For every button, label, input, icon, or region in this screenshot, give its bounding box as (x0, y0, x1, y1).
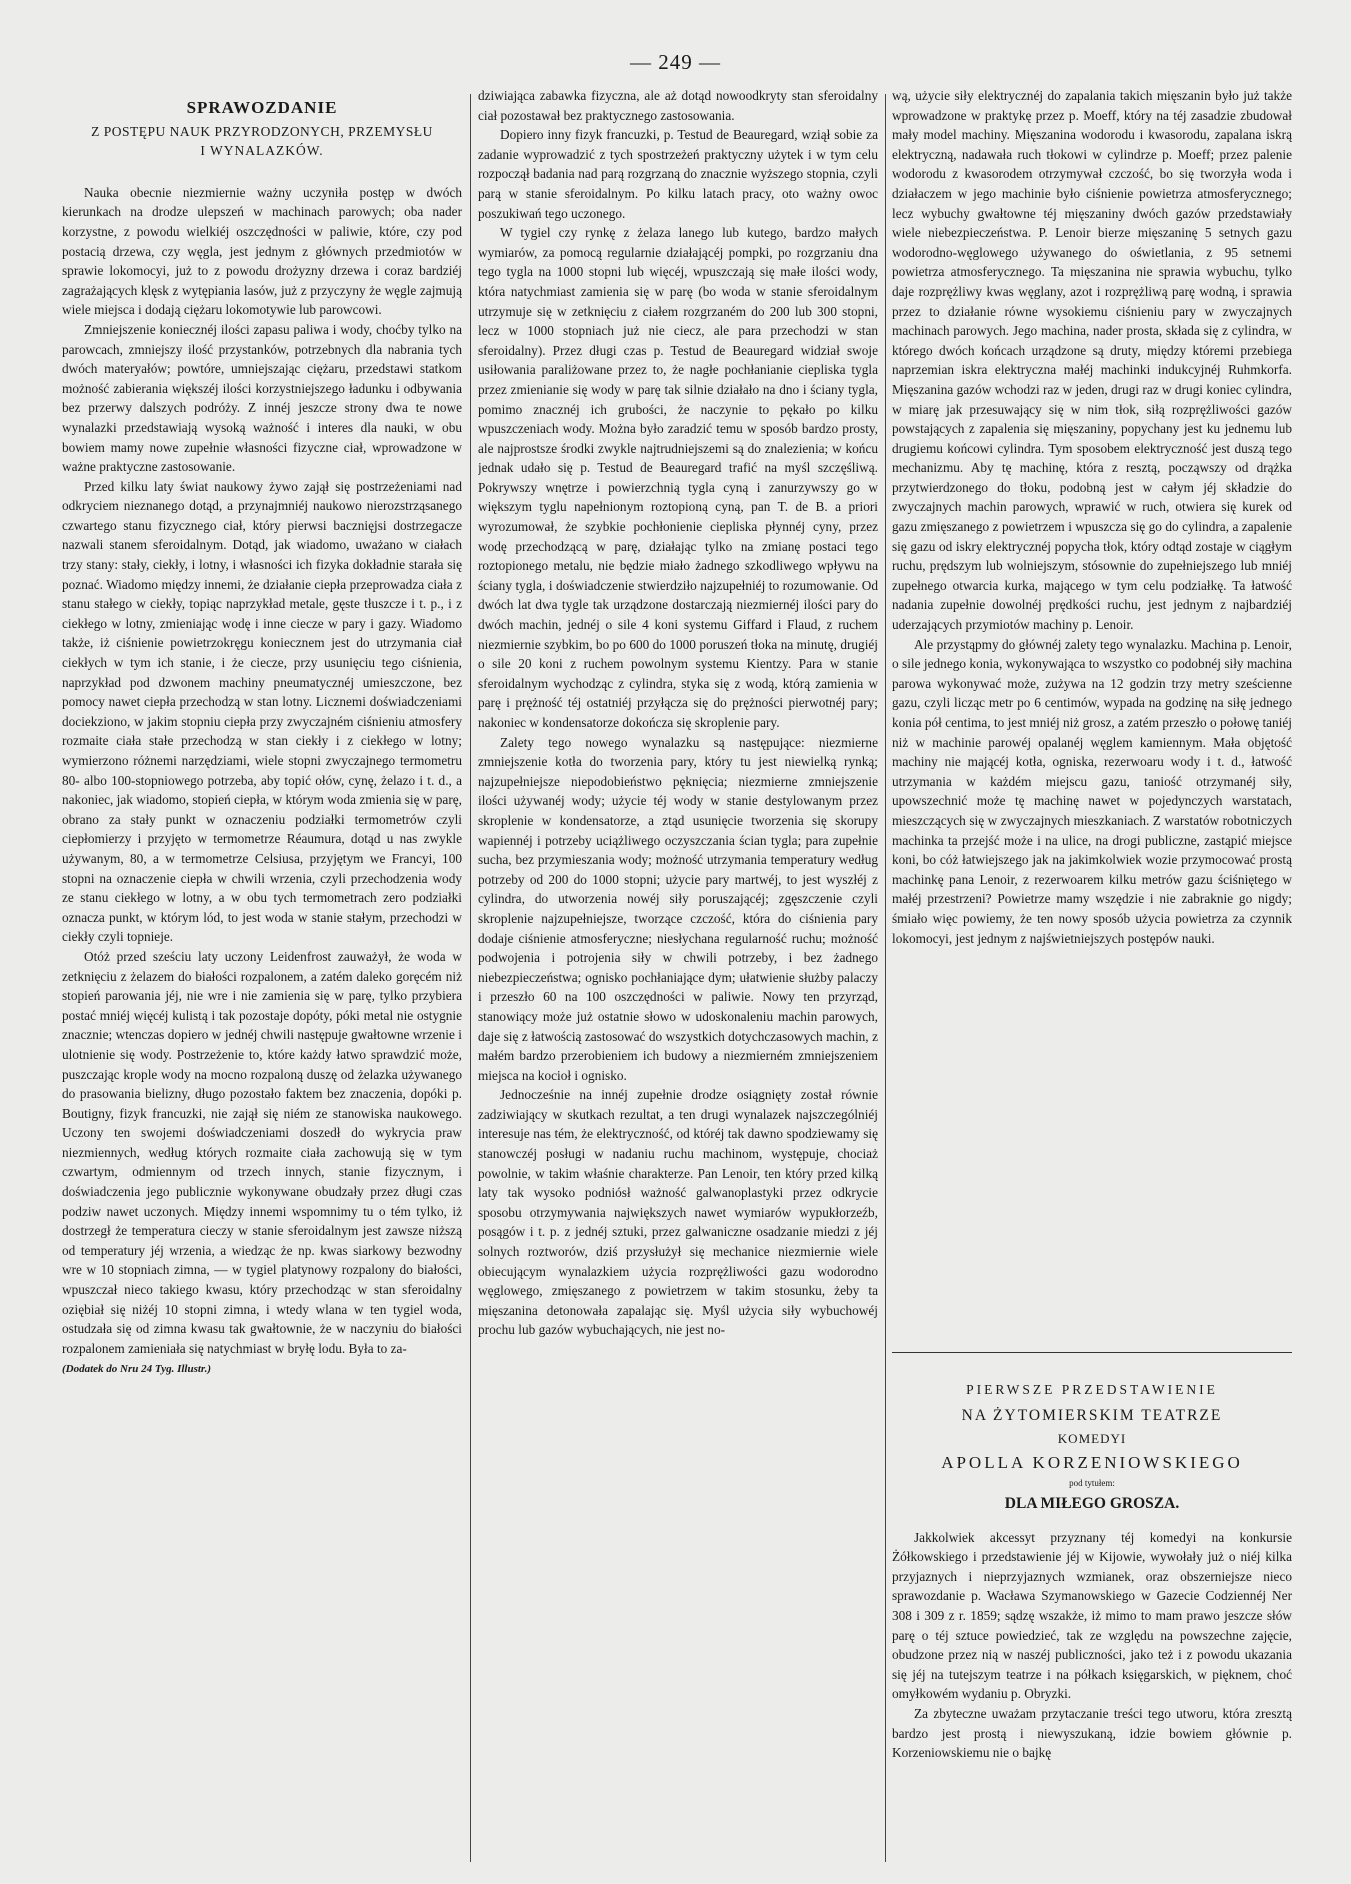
paragraph: Nauka obecnie niezmiernie ważny uczyniła postęp w dwóch kierunkach na drodze ulepszeń w machinach parowych; oba nader korzystne, z powodu wielkiéj oszczędności w paliwie, które, czy pod postacią drzewa, czy węgla, jest jednym z głównych przedmiotów w sprawie lokomocyi, już to z powodu drożyzny drzewa i coraz bardziéj zagrażających klęsk z wytępiania lasów, już z przyczyny że węgle zajmują wiele miejsca i dodają ciężaru lokomotywie lub parowcowi. (62, 184, 462, 318)
paragraph: Zmniejszenie koniecznéj ilości zapasu paliwa i wody, choćby tylko na parowcach, zmniejszy ilość przystanków, potrzebnych dla nabrania tych dwóch materyałów; powtóre, umniejszając ciężaru, przedstawi statkom możność zabierania większéj ilości korzystniejszego ładunku i odbywania bez przerwy dalszych podróży. Z innéj jeszcze strony dwa te nowe wynalazki przedstawiają wysoką ważność i interes dla nauki, w obu bowiem mamy nowe zupełnie własności fizyczne ciał, wprowadzone w ważne praktyczne zastosowanie. (62, 321, 462, 475)
paragraph: Zalety tego nowego wynalazku są następujące: niezmierne zmniejszenie kotła do tworzenia pary, który tu jest niewielką rynką; najzupełniejsze niepodobieństwo pęknięcia; niezmierne zmniejszenie ilości używanéj wody; użycie téj wody w stanie destylowanym przez skroplenie w kondensatorze, a ztąd usunięcie tworzenia się skorupy wapiennéj i potrzeby uciążliwego oczyszczania ścian tygla; para zupełnie sucha, bez przymieszania wody; możność utrzymania temperatury według potrzeby od 200 do 1000 stopni; użycie pary martwéj, to jest wyszłéj z cylindra, do utworzenia nowéj siły poruszającéj; zgęszczenie czyli skroplenie najzupełniejsze, tworzące czczość, która do ciśnienia pary dodaje ciśnienie atmosferyczne; niesłychana regularność ruchu; możność podwojenia i potrojenia siły w chwili potrzeby, i bez żadnego niebezpieczeństwa; ognisko pochłaniające dym; ułatwienie służby palaczy i przeszło 60 na 100 oszczędności w paliwie. Nowy ten przyrząd, stanowiący może już ostatnie słowo w udoskonaleniu machin parowych, daje się z łatwością zastosować do wszystkich dotychczasowych machin, z małém bardzo przerobieniem ich budowy a niezmierném zmniejszeniem miejsca na kocioł i ognisko. (478, 734, 878, 1083)
review-heading: KOMEDYI (1057, 1431, 1127, 1447)
report-column-2 (478, 86, 878, 1864)
review-subheading: pod tytułem: (1069, 1478, 1115, 1489)
paragraph: Ale przystąpmy do głównéj zalety tego wynalazku. Machina p. Lenoir, o sile jednego konia, wykonywająca to wszystko co podobnéj siły machina parowa wykonywać może, zużywa na 12 godzin trzy metry sześcienne gazu, czyli licząc metr po 6 centimów, wypada na godzinę na siłę jednego konia pół centima, to jest mniéj niż grosz, a zatém przeszło o połowę taniéj niż w machinie parowéj opalanéj węglem kamiennym. Mała objętość machiny nie mającéj kotła, ogniska, rezerwoaru wody i t. d., łatwość utrzymania w każdém miejscu gazu, taniość otrzymanéj siły, upowszechnić może tę machinę nawet w pojedynczych warstatach, mieszczących się w zwyczajnych mieszkaniach. Z warstatów robotniczych machinka ta przejść może i na ulice, na drogi publiczne, zastąpić miejsce koni, bo cóż łatwiejszego jak na jakimkolwiek wozie przymocować prostą machinkę pana Lenoir, z rezerwoarem kilku metrów gazu ściśniętego w małéj przestrzeni? Powietrze mamy wszędzie i nie zabraknie go nigdy; śmiało więc powiemy, że ten nowy sposób użycia powietrza za czynnik lokomocyi, jest jednym z najświetniejszych postępów nauki. (892, 636, 1292, 946)
review-play-title: DLA MIŁEGO GROSZA. (1004, 1494, 1180, 1512)
report-subtitle: Z POSTĘPU NAUK PRZYRODZONYCH, PRZEMYSŁU (91, 123, 433, 139)
paragraph: Dopiero inny fizyk francuzki, p. Testud de Beauregard, wziął sobie za zadanie wyprowadzić z tych spostrzeżeń praktyczny użytek i w tym celu rozpoczął badania nad parą rozgrzaną do znacznie wyższego stopnia, czyli parą w stanie sferoidalnym. Po kilku latach pracy, oto ważny owoc poszukiwań tego uczonego. (478, 127, 878, 221)
page-number: — 249 — (630, 50, 721, 74)
paragraph: Jednocześnie na innéj zupełnie drodze osiągnięty został równie zadziwiający w skutkach rezultat, a ten drugi wynalazek najszczególniéj interesuje nas tém, że elektryczność, od któréj tak dawno spodziewamy się stanowczéj posługi w nadaniu ruchu machinom, występuje, chociaż powolnie, w takim właśnie charakterze. Pan Lenoir, ten który przed kilką laty tak wysoko podniósł ważność galwanoplastyki przez odkrycie sposobu otrzymywania największych nawet wymiarów wypukłorzeźb, posągów i t. p. z jednéj sztuki, przez galwaniczne osadzanie miedzi z jéj solnych roztworów, dziś przysłużył się mechanice niezmiernie wiele obiecującym wynalazkiem użycia rozprężliwości gazu wodorodno węglowego, zmięszanego z powietrzem w takim stosunku, żeby ta mięszanina detonowała zapalając się. Myśl użycia siły wybuchowéj prochu lub gazów wybuchających, nie jest no- (478, 1087, 878, 1338)
paragraph: wą, użycie siły elektrycznéj do zapalania takich mięszanin było już także wprowadzone w praktykę przez p. Moeff, który na téj zasadzie zbudował mały model machiny. Mięszanina wodorodu i kwasorodu, zapalana iskrą elektryczną, nadawała ruch tłokowi w cylindrze p. Moeff; przez palenie wodorodu z kwasorodem otrzymywał czczość, bo się tworzyła woda i działaczem w jego machinie było ciśnienie powietrza atmosferycznego; lecz wybuchy gwałtowne téj mięszaniny dwóch gazów przedstawiały wiele niebezpieczeństwa. P. Lenoir bierze mięszaninę 5 setnych gazu wodorodno-węglowego używanego do oświetlania, z 95 setnemi powietrza atmosferycznego. Ta mięszanina nie sprawia wybuchu, tylko daje rozprężliwy kwas węglany, azot i rozprężliwą parę wodną, i sprawia przez to działanie równe wysokiemu ciśnieniu pary w zwyczajnych machinach parowych. Jego machina, nader prosta, składa się z cylindra, w którego dwóch końcach urządzone są druty, między któremi przebiega naprzemian iskra elektryczna małéj machinki indukcyjnéj Ruhmkorfa. Mięszanina gazów wchodzi raz w jeden, drugi raz w drugi koniec cylindra, w miarę jak przesuwający się w nim tłok, siłą rozprężliwości gazów powstających z zapalenia się mięszaniny, popychany jest ku jednemu lub drugiemu końcowi cylindra. Tym sposobem elektryczność jest duszą tego mechanizmu. Aby tę machinę, która z resztą, począwszy od drążka przytwierdzonego do tłoku, podobną jest w całym jéj składzie do zwyczajnych machin parowych, wprawić w ruch, otwiera się kurek od gazu zmięszanego z powietrzem i wpuszcza się go do cylindra, a zapalenie się gazu od iskry elektrycznéj popycha tłok, który odtąd zostaje w ciągłym ruchu, prędszym lub wolniejszym, stósownie do zupełniejszego lub mniéj zupełnego otwarcia kurka, mającego w tym celu podziałkę. Ta łatwość nadania zupełnie dowolnéj prędkości ruchu, jest jednym z najbardziéj uderzających przymiotów machiny p. Lenoir. (892, 88, 1292, 633)
report-column-1 (62, 86, 462, 1864)
report-subtitle: I WYNALAZKÓW. (200, 143, 324, 159)
theatre-review (892, 1368, 1292, 1864)
paragraph: Otóż przed sześciu laty uczony Leidenfrost zauważył, że woda w zetknięciu z żelazem do białości rozpalonem, a zatém daleko goręcém niż stopień parowania jéj, nie wre i nie zamienia się w parę, tylko przybiera postać mniéj więcéj kulistą i tak pozostaje dopóty, póki metal nie ostygnie znacznie; wtenczas dopiero w jednéj chwili następuje gwałtowne wrzenie i ulotnienie się wody. Postrzeżenie to, które każdy łatwo sprawdzić może, puszczając krople wody na mocno rozpaloną duszę od żelazka używanego do prasowania bielizny, długo pozostało faktem bez znaczenia, dopóki p. Boutigny, fizyk francuzki, nie zajął się niém ze stanowiska naukowego. Uczony ten swojemi doświadczeniami doszedł do wykrycia praw niezmiennych, według których rozmaite ciała zachowują się w tym czwartym, odmiennym od trzech innych, stanie fizycznym, i doświadczenia jego publicznie wykonywane obudzały przez długi czas podziw nawet uczonych. Między innemi wspomnimy tu o tém tylko, iż dostrzegł że temperatura cieczy w stanie sferoidalnym jest zawsze niższą od temperatury jéj wrzenia, a wiedząc że np. kwas siarkowy bezwodny wre w 10 stopniach zimna, — w tygiel platynowy rozpalony do białości, wpuszczał nieco takiego kwasu, który przechodząc w stan sferoidalny oziębiał się niżéj 10 stopni zimna, i wtedy wlana w ten tygiel woda, ostudzała się od zimna kwasu tak gwałtownie, że w naczyniu do białości rozpalonem zamieniała się natychmiast w bryłę lodu. Była to za- (62, 948, 462, 1356)
report-column-3 (892, 86, 1292, 1346)
paragraph: Za zbyteczne uważam przytaczanie treści tego utworu, która zresztą bardzo jest prostą i niewyszukaną, idzie bowiem głównie p. Korzeniowskiemu nie o bajkę (892, 1705, 1292, 1761)
review-author: APOLLA KORZENIOWSKIEGO (941, 1452, 1243, 1472)
paragraph: Jakkolwiek akcessyt przyznany téj komedyi na konkursie Żółkowskiego i przedstawienie jéj w Kijowie, wywołały już o niéj kilka przyjaznych i nieprzyjaznych wzmianek, oraz obszerniejsze nieco sprawozdanie p. Wacława Szymanowskiego w Gazecie Codziennéj Ner 308 i 309 z r. 1859; sądzę wszakże, iż mimo to mam prawo jeszcze słów parę o téj sztuce powiedzieć, tak ze względu na powszechne zajęcie, obudzone przez nią w naszéj publiczności, jako też i z powodu ukazania się jéj na tutejszym teatrze i na półkach księgarskich, w pięknem, choć omyłkowém wydaniu p. Obryzki. (892, 1529, 1292, 1702)
review-heading: NA ŻYTOMIERSKIM TEATRZE (961, 1406, 1223, 1424)
review-heading: PIERWSZE PRZEDSTAWIENIE (966, 1382, 1218, 1397)
column-divider (885, 94, 886, 1862)
paragraph: W tygiel czy rynkę z żelaza lanego lub kutego, bardzo małych wymiarów, za pomocą regularnie działającéj pompki, po rozgrzaniu dna tego tygla na 1000 stopni lub więcéj, wpuszczają się małe ilości wody, która natychmiast zamienia się w parę (bo woda w stanie sferoidalnym utrzymuje się w zetknięciu z ciałem rozgrzaném do 200 lub 300 stopni, lecz w 1000 stopniach już nie ciecz, ale para przechodzi w stan sferoidalny). Przez długi czas p. Testud de Beauregard widział swoje usiłowania paraliżowane przez to, że nagłe pochłanianie ciepliska tygla przez zmienianie się wody w parę tak silnie działało na dno i ściany tygla, pomimo znacznéj ich grubości, że naczynie to pękało po kilku wpuszczeniach wody. Można było zaradzić temu w sposób bardzo prosty, ale najprostsze środki zwykle najtrudniejszemi są do znalezienia; w końcu jednak udało się p. Testud de Beauregard trafić na myśl szczęśliwą. Pokrywszy wnętrze i powierzchnią tygla cyną i zanurzywszy go w większym tyglu napełnionym roztopioną cyną, pan T. de B. a priori wyrozumował, że szybkie pochłonienie ciepliska płynnéj cyny, przez wodę przechodzącą w parę, działając tylko na zmianę postaci tego roztopionego metalu, nie będzie miało żadnego szkodliwego wpływu na ściany tygla, i doświadczenie stwierdziło najzupełniéj to rozumowanie. Od dwóch lat dwa tygle tak urządzone dostarczają niezmiernéj ilości pary do dwóch machin, jednéj o sile 4 koni systemu Giffard i Flaud, z ruchem niezmiernie szybkim, bo po 600 do 1000 poruszeń tłoka na minutę, drugiéj o sile 20 koni z ruchem powolnym systemu Kientzy. Para w stanie sferoidalnym wychodząc z cylindra, styka się z wodą, którą zamienia w parę i prężność téj ostatniéj przyłącza się do prężności pierwotnéj pary; nakoniec w kondensatorze dokończa się skroplenie pary. (478, 225, 878, 730)
section-divider (892, 1352, 1292, 1353)
paragraph: Przed kilku laty świat naukowy żywo zajął się postrzeżeniami nad odkryciem nieznanego dotąd, a przynajmniéj naukowo nierozstrząsanego czwartego stanu fizycznego ciał, który pierwsi bacznięjsi dostrzegacze nazwali stanem sferoidalnym. Dotąd, jak wiadomo, uważano w ciałach trzy stany: stały, ciekły, i lotny, i własności ich fizyka dokładnie starała się poznać. Wiadomo między innemi, że działanie ciepła przeprowadza ciała z stanu stałego w ciekły, topiąc naprzykład metale, gęste tłuszcze i t. p., i z ciekłego w lotny, zmieniając wodę i inne ciecze w pary i gazy. Wiadomo także, iż ciśnienie powietrzokręgu koniecznem jest do utrzymania ciał ciekłych w tym ich stanie, i że ciecze, przy usunięciu tego ciśnienia, naprzykład pod dzwonem machiny pneumatycznéj umieszczone, bez pomocy nawet ciepła przechodzą w stan lotny. Licznemi doświadczeniami dociekziono, w jakim stopniu ciepła przy zwyczajném ciśnieniu atmosfery rozmaite ciała stałe przechodzą w stan ciekły i z ciekłego w lotny; wymierzono różnemi narzędziami, wiele stopni zwyczajnego termometru 80- albo 100-stopniowego potrzeba, aby topić ołów, cynę, żelazo i t. d., a nakoniec, jak wiadomo, stopień ciepła, w którym woda zmienia się w parę, obrano za stały punkt w oznaczeniu podziałki termometrów czyli ciepłomierzy i przyjęto w termometrze Réaumura, dotąd u nas zwykle używanym, 80, a w termometrze Celsiusa, przyjętym we Francyi, 100 stopni na oznaczenie ciepła w chwili wrzenia, czyli przechodzenia wody ze stanu ciekłego w lotny, a w obu tych termometrach zero podziałki oznacza punkt, w którym lód, to jest woda w stanie stałym, przechodzi w ciekły czyli topnieje. (62, 478, 462, 945)
report-title: SPRAWOZDANIE (186, 98, 338, 117)
supplement-note: (Dodatek do Nru 24 Tyg. Illustr.) (62, 1363, 212, 1376)
paragraph: dziwiająca zabawka fizyczna, ale aż dotąd nowoodkryty stan sferoidalny ciał pozostawał bez praktycznego zastosowania. (478, 88, 878, 123)
column-divider (470, 94, 471, 1862)
